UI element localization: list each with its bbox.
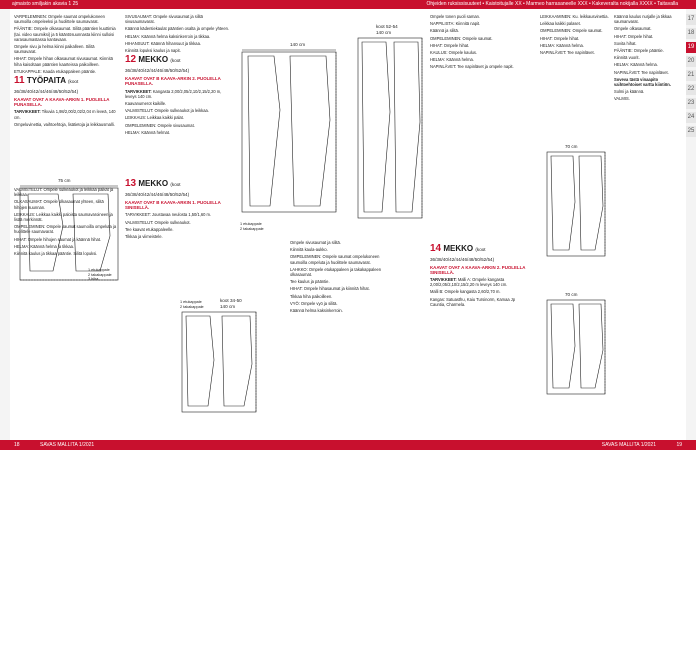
d5-width-label: 70 cm bbox=[565, 144, 578, 149]
col6-p1: Käännä kaulus nurjalle ja tikkaa saumanvarat. bbox=[614, 14, 672, 25]
d3-piece-2 bbox=[222, 316, 252, 406]
col1-p4: HIHAT: Ompele hihan olkasaumat sivusaumat. Kiinnitä hiha kaisoltaan pääntien kaarteissa paikoilleen. bbox=[14, 56, 113, 67]
col5-p1: LEIKKAAMINEN: Ku. leikkausvinettia. bbox=[540, 14, 609, 19]
col6-p4: Sovita hihat. bbox=[614, 40, 637, 46]
section-11-heading bbox=[14, 76, 118, 96]
col6-p3: HIHAT: Ompele hihat. bbox=[614, 33, 654, 39]
cutting-diagram-3 bbox=[180, 300, 260, 420]
d2-piece-2 bbox=[290, 56, 330, 206]
section-11-subhead: KAAVAT OVAT A KAAVA-ARKIN 1. PUOLELLA PUNASELLA. bbox=[14, 97, 110, 108]
col4-p1: Ompele tonen puoli saman. bbox=[430, 14, 481, 19]
d4-piece-2 bbox=[394, 42, 420, 212]
column-6 bbox=[614, 14, 682, 429]
col4-p4: OMPELEMINEN: Ompele saumat. bbox=[430, 35, 493, 41]
side-tab-21: 21 bbox=[686, 70, 696, 81]
col1-p9: LEIKKAUS: Leikkaa kaikki paloista saumavaroineen ja lisää merkinnät. bbox=[14, 211, 113, 223]
d2-legend-2: 2 takakappale bbox=[240, 226, 264, 231]
section-13-sizes: (koot 36/38/40/42/44/46/48/50/52/54) bbox=[125, 182, 190, 198]
d6-fabric bbox=[547, 300, 605, 394]
section-11-title: TYÖPAITA bbox=[26, 76, 66, 86]
col1-tarvikkeet: Tikuvia 1,98/2,00/2,02/2,04 m leveä, 140 cm. bbox=[14, 109, 116, 120]
d3-legend bbox=[180, 300, 204, 309]
col1-p11: HIHAT: Ompele hihojen saumat ja käännä hihat. bbox=[14, 236, 102, 242]
col4-p8: NAPINLÄVET: Tee napinlävet ja ompele napit. bbox=[430, 64, 514, 70]
cutting-diagram-4 bbox=[356, 22, 426, 222]
col4-p7: HELMA: Käännä helma. bbox=[430, 57, 474, 63]
footer-bar bbox=[0, 440, 696, 450]
footer-right-text: SAVAS MALLITA 1/2021 bbox=[601, 442, 656, 448]
d1-legend-1: 1 etukappale bbox=[88, 268, 110, 272]
col3-p6: HIHAT: Ompele hihasaumat ja kiinnitä hihat. bbox=[290, 286, 370, 292]
col3-p4: LAHKKO: Ompele etukappaleen ja takakappaleen olkasaumat. bbox=[290, 266, 382, 278]
d5-fabric bbox=[547, 152, 605, 256]
d1-legend-3: 3 hiha bbox=[88, 277, 99, 282]
col6-p2: Ompele olkasaumat. bbox=[614, 26, 652, 32]
col1-p2: PÄÄNTIE: Ompele olkasaumat. Silitä pääntien kuuttimia (tai. video saumiksi) ja 5 kääntösuunnasta kiinni sulloisi varasaumastassa kantavaan. bbox=[14, 26, 116, 42]
d1-width-label: 75 cm bbox=[58, 178, 71, 183]
col2-p1: Käännä kädentiekaulat pääntien osalta ja ompele yhteen. bbox=[125, 26, 229, 32]
col4-tarvikkeet-label: TARVIKKEET: bbox=[430, 277, 457, 283]
d3-legend-1: 1 etukappale bbox=[180, 300, 202, 304]
section-13-number: 13 bbox=[125, 178, 137, 190]
section-12-sizes: (koot 36/38/40/42/44/46/48/50/52/54) bbox=[125, 58, 190, 74]
d2-legend-1: 1 etukappale bbox=[240, 222, 262, 226]
col2-p7: LEIKKAUS: Leikkaa kaikki palat. bbox=[125, 115, 184, 121]
col6-p8: NAPINLÄVET: Tee napinlävet. bbox=[614, 69, 669, 75]
col6-p7: HELMA: Käännä helma. bbox=[614, 62, 658, 68]
col2-p2: HELMA: Käännä helma kaksinkerroin ja tikkaa. bbox=[125, 33, 211, 39]
d4-width-label: koot 52-54 bbox=[376, 24, 398, 29]
col1-p5: ETUKAPPALE: Kaada etukappaleen pääntie. bbox=[14, 68, 97, 74]
col2-p10: TARVIKKEET: Joustavaa neulosta 1,50/1,60 m. bbox=[125, 212, 212, 218]
col1-p7: VALMISTELUT: Ompele sulkeaukot ja leikkaa paikat ja leikkaa. bbox=[14, 187, 114, 198]
section-13-title: MEKKO bbox=[138, 179, 169, 189]
col3-p7: Tikkaa hiha paikoilleen. bbox=[290, 293, 333, 299]
side-tab-23: 23 bbox=[686, 98, 696, 109]
col1-p6: Ompeluvinettia, vaihtoehtoja, lisätietoja ja leikkausmalli. bbox=[14, 121, 115, 127]
col2-p11: VALMISTELUT: Ompele sulkeaukot. bbox=[125, 219, 191, 225]
section-14-heading bbox=[430, 244, 530, 264]
d5-piece-1 bbox=[551, 156, 575, 250]
section-14-title: MEKKO bbox=[443, 243, 474, 253]
section-13-heading bbox=[125, 179, 229, 199]
side-tab-20: 20 bbox=[686, 56, 696, 67]
col3-p3: OMPELEMINEN: Ompele saumat ompelukoneen saumoilla ompeluta ja huolittele saumavarat. bbox=[290, 254, 380, 265]
section-14-number: 14 bbox=[430, 242, 442, 254]
d3-piece-1 bbox=[186, 316, 214, 406]
d1-piece-2 bbox=[73, 194, 110, 271]
cutting-diagram-2 bbox=[240, 40, 340, 220]
col3-p5: Tee kaulus ja pääntie. bbox=[290, 279, 330, 285]
col6-p6: Kiinnitä vuorit. bbox=[614, 55, 640, 61]
d3-legend-2: 2 takakappale bbox=[180, 304, 204, 309]
d1-piece-1 bbox=[28, 194, 63, 271]
col2-p5: Kaavanumerot kaikille. bbox=[125, 101, 167, 107]
col1-intro: VARPELEMINEN: Ompele saumat ompelukoneen saumoilla ompeleeksi ja huolittele saumavarat. bbox=[14, 14, 105, 25]
section-12-heading bbox=[125, 55, 229, 75]
top-bar-right: Ohjeiden ruksissisuuteet • Kaistoitujalle XX • Marmeo harrasaneelle XXX • Kakeveralta nokijalla XXXX • Taitavalla bbox=[426, 1, 678, 7]
col5-p2: Leikkaa kaikki palaset. bbox=[540, 21, 581, 27]
col1-p10: OMPELEMINEN: Ompele saumat saumoilla ompeluta ja huolittele saumavarat. bbox=[14, 224, 117, 235]
col1-p12: HELMA: Käännä helma ja tikkaa. bbox=[14, 243, 75, 249]
col6-note: Soveva tästä vinaapito vaihtoehtoiset vartta kiintiön. bbox=[614, 76, 671, 88]
col2-p3: HIHANSUUT: Käännä hihansuut ja tikkaa. bbox=[125, 40, 201, 46]
footer-right-page: 19 bbox=[676, 442, 682, 448]
col3-p2: Kiinnitä kaula-aukko. bbox=[290, 247, 328, 253]
section-12-title: MEKKO bbox=[138, 55, 169, 65]
col2-p13: Tikkaa ja viimeistele. bbox=[125, 234, 163, 240]
d2-legend bbox=[240, 222, 264, 231]
col4-p10: Kangas: Satuasthu, Kaiu Tursinorm, Kamaa Jp Cauntia, Charmela. bbox=[430, 296, 516, 307]
d4-piece-1 bbox=[362, 42, 390, 212]
footer-left-text: SAVAS MALLITA 1/2021 bbox=[40, 442, 95, 448]
d6-piece-1 bbox=[551, 304, 575, 388]
side-tab-17: 17 bbox=[686, 14, 696, 25]
section-14-subhead: KAAVAT OVAT A KAAVA-ARKIN 2. PUOLELLA SINISELLÄ. bbox=[430, 264, 526, 275]
d2-width-label: 140 cm bbox=[290, 42, 306, 47]
col1-p3: Ompele sivu ja helma kiinni paikalleen. Silitä saumavarat. bbox=[14, 44, 95, 55]
col2-suusaumat: SIVUSAUMAT: Ompele sivusaumat ja silitä sivusaumavarat. bbox=[125, 14, 203, 25]
col1-p13: Kiinnitä kaulus ja tikkaa pääntie. Silitä lopuksi. bbox=[14, 251, 98, 257]
d3-width-label: koot 34-50 bbox=[220, 298, 242, 303]
top-bar-left: ajmaisto smiljakin akavia 1 25 bbox=[12, 1, 79, 7]
col4-p3: Käännä ja silitä. bbox=[430, 28, 459, 34]
d4-fabric bbox=[358, 38, 422, 218]
col6-p9: Solmi ja käännä. bbox=[614, 89, 645, 95]
section-14-sizes: (koot 36/38/40/42/44/46/48/50/52/54) bbox=[430, 246, 495, 262]
col2-p9: HELMA: Käännä helmat. bbox=[125, 129, 171, 135]
cutting-diagram-5 bbox=[545, 142, 610, 262]
col5-p6: NAPINLÄVET: Tee napinlävet. bbox=[540, 50, 595, 56]
col4-p6: KAULUS: Ompele kaulus. bbox=[430, 50, 478, 56]
col4-p2: NAPPILISTA: Kiinnitä napit. bbox=[430, 21, 481, 27]
section-13-subhead: KAAVAT OVAT B KAAVA-ARKIN 1. PUOLELLA SINISELLÄ. bbox=[125, 200, 221, 211]
col1-p8: OLKASAUMAT: Ompele olkasaumat yhteen, silitä hihojen suunnan. bbox=[14, 199, 104, 210]
col2-p8: OMPELEMINEN: Ompele sivusaumat. bbox=[125, 122, 195, 128]
side-tab-22: 22 bbox=[686, 84, 696, 95]
d6-width-label: 70 cm bbox=[565, 292, 578, 297]
side-tab-19: 19 bbox=[686, 42, 696, 53]
d3-fabric bbox=[182, 312, 256, 412]
col3-p1: Ompele sivusaumat ja silitä. bbox=[290, 240, 341, 245]
section-11-number: 11 bbox=[14, 75, 25, 87]
col2-tarvikkeet-label: TARVIKKEET: bbox=[125, 88, 152, 94]
cutting-diagram-6 bbox=[545, 290, 610, 400]
col2-tarvikkeet: Kangasta 2,00/2,05/2,10/2,15/2,20 m, leveys 140 cm. bbox=[125, 88, 222, 99]
d5-piece-2 bbox=[579, 156, 603, 250]
col2-p12: Tee kaavat etukappaleelle. bbox=[125, 226, 174, 232]
section-11-sizes: (koot 36/38/40/42/44/46/48/50/52/54) bbox=[14, 79, 79, 95]
col2-p6: VALMISTELUT: Ompele sulkeaukot ja leikkaa. bbox=[125, 108, 209, 114]
col3-p8: VYÖ: Ompele vyö ja silitä. bbox=[290, 300, 338, 306]
section-12-number: 12 bbox=[125, 54, 137, 66]
col5-p4: HIHAT: Ompele hihat. bbox=[540, 35, 580, 41]
footer-left-page: 18 bbox=[14, 442, 20, 448]
page-edge-left bbox=[0, 9, 10, 450]
col6-p10: VALMIS. bbox=[614, 96, 630, 102]
col6-p5: PÄÄNTIE: Ompele pääntie. bbox=[614, 48, 664, 54]
d1-legend-2: 2 takakappale bbox=[88, 272, 112, 277]
d3-width-label-2: 140 cm bbox=[220, 304, 236, 309]
col3-p9: Käännä helma kaksinkerroin. bbox=[290, 308, 343, 314]
side-tab-25: 25 bbox=[686, 126, 696, 137]
d1-legend bbox=[88, 268, 112, 282]
d1-fabric bbox=[20, 188, 118, 280]
side-tab-24: 24 bbox=[686, 112, 696, 123]
column-4 bbox=[430, 14, 530, 429]
col4-p5: HIHAT: Ompele hihat. bbox=[430, 42, 470, 48]
d6-piece-2 bbox=[579, 304, 603, 388]
d2-piece-1 bbox=[248, 56, 280, 206]
col4-p9: Malli B: Ompele kangasta 2,60/2,70 m. bbox=[430, 289, 501, 295]
col2-p4: Kiinnitä lopuksi kaulus ja napit. bbox=[125, 48, 181, 54]
side-tab-18: 18 bbox=[686, 28, 696, 39]
col5-p3: OMPELEMINEN: Ompele saumat. bbox=[540, 28, 603, 34]
d4-width-label-2: 140 cm bbox=[376, 30, 392, 35]
top-bar bbox=[0, 0, 696, 9]
col5-p5: HELMA: Käännä helma. bbox=[540, 42, 584, 48]
section-12-subhead: KAAVAT OVAT B KAAVA-ARKIN 2. PUOLELLA PUNASELLA. bbox=[125, 76, 221, 87]
col1-tarvikkeet-label: TARVIKKEET: bbox=[14, 109, 41, 115]
col4-tarvikkeet: Malli A: Ompele kangasta 2,00/2,05/2,10/2,15/2,20 m leveys 140 cm. bbox=[430, 277, 508, 288]
